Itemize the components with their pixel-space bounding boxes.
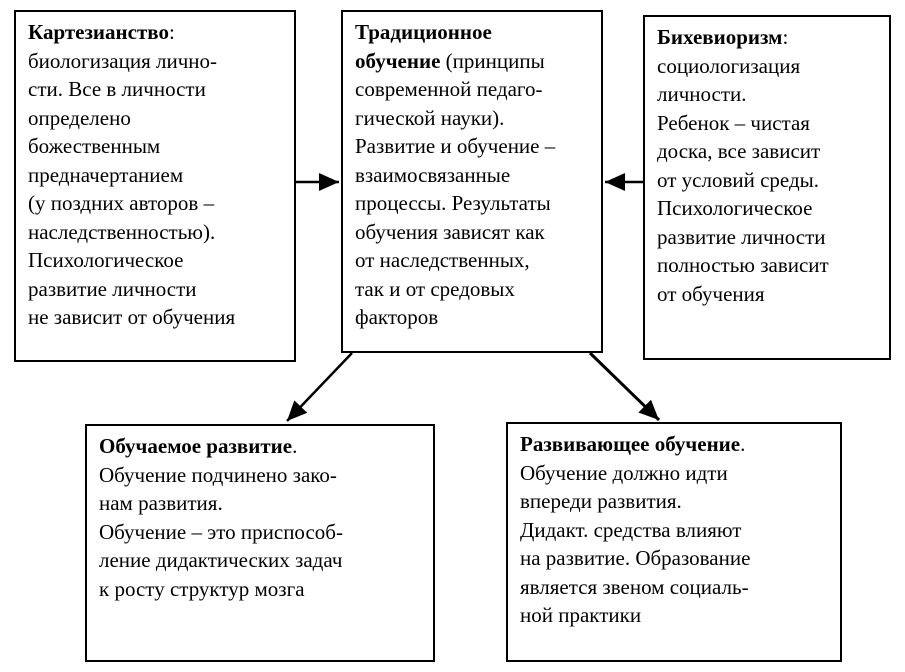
- text-line: не зависит от обучения: [28, 305, 236, 329]
- traditional-learning-box: [341, 10, 603, 353]
- title-suffix: .: [740, 432, 746, 456]
- traditional-title-word: обучение: [355, 48, 441, 73]
- cartesianism-title-line: [28, 18, 284, 47]
- text-line: сти. Все в личности: [28, 77, 206, 101]
- text-line: определено: [28, 105, 131, 130]
- text-line: так и от средовых: [355, 276, 515, 301]
- title-rest: (принципы: [440, 48, 545, 73]
- text-line: Обучение подчинено зако-: [99, 462, 337, 487]
- text-line: процессы. Результаты: [355, 191, 551, 215]
- developmental-learning-title: Развивающее обучение: [520, 432, 741, 456]
- text-line: Психологическое: [657, 196, 813, 220]
- behaviorism-title-line: [657, 23, 879, 52]
- text-line: обучения зависят как: [355, 219, 545, 244]
- text-line: полностью зависит: [657, 253, 829, 277]
- arrow-center-to-bottom-right: [590, 353, 659, 420]
- text-line: современной педаго-: [355, 77, 543, 101]
- text-line: является звеном социаль-: [520, 574, 749, 599]
- text-line: Обучение – это приспособ-: [99, 519, 343, 544]
- text-line: наследственностью).: [28, 219, 216, 244]
- text-line: личности.: [657, 82, 747, 106]
- cartesianism-box: [14, 10, 296, 362]
- text-line: ление дидактических задач: [99, 548, 343, 572]
- text-line: от условий среды.: [657, 167, 820, 192]
- text-line: доска, все зависит: [657, 139, 821, 163]
- developmental-learning-title-line: [520, 430, 830, 459]
- text-line: развитие личности: [657, 224, 826, 249]
- text-line: факторов: [355, 305, 439, 329]
- text-line: впереди развития.: [520, 489, 682, 513]
- text-line: Ребенок – чистая: [657, 110, 810, 135]
- text-line: от обучения: [657, 281, 765, 306]
- developmental-learning-box: [506, 422, 842, 662]
- text-line: от наследственных,: [355, 248, 530, 272]
- text-line: (у поздних авторов –: [28, 191, 215, 215]
- trained-development-box: [85, 424, 435, 662]
- trained-development-title-line: [99, 432, 423, 461]
- text-line: социологизация: [657, 53, 801, 78]
- text-line: Развитие и обучение –: [355, 134, 556, 158]
- text-line: на развитие. Образование: [520, 546, 751, 570]
- traditional-title-line-2: [355, 47, 591, 76]
- traditional-title-line-1: [355, 18, 591, 47]
- text-line: божественным: [28, 134, 161, 158]
- text-line: взаимосвязанные: [355, 162, 511, 187]
- traditional-title: Традиционное: [355, 20, 492, 44]
- text-line: биологизация лично-: [28, 48, 217, 73]
- title-suffix: :: [782, 25, 789, 49]
- text-line: развитие личности: [28, 276, 197, 301]
- text-line: предначертанием: [28, 162, 184, 187]
- title-suffix: .: [292, 434, 298, 458]
- text-line: ной практики: [520, 603, 642, 627]
- behaviorism-box: [643, 15, 891, 360]
- behaviorism-title: Бихевиоризм: [657, 25, 783, 49]
- text-line: Дидакт. средства влияют: [520, 517, 742, 542]
- text-line: к росту структур мозга: [99, 576, 305, 601]
- text-line: Обучение должно идти: [520, 460, 728, 485]
- trained-development-title: Обучаемое развитие: [99, 434, 293, 458]
- text-line: нам развития.: [99, 491, 223, 515]
- text-line: гической науки).: [355, 105, 505, 130]
- text-line: Психологическое: [28, 248, 184, 272]
- arrow-center-to-bottom-left: [287, 353, 352, 421]
- cartesianism-title: Картезианство: [28, 20, 169, 44]
- title-suffix: :: [168, 20, 175, 44]
